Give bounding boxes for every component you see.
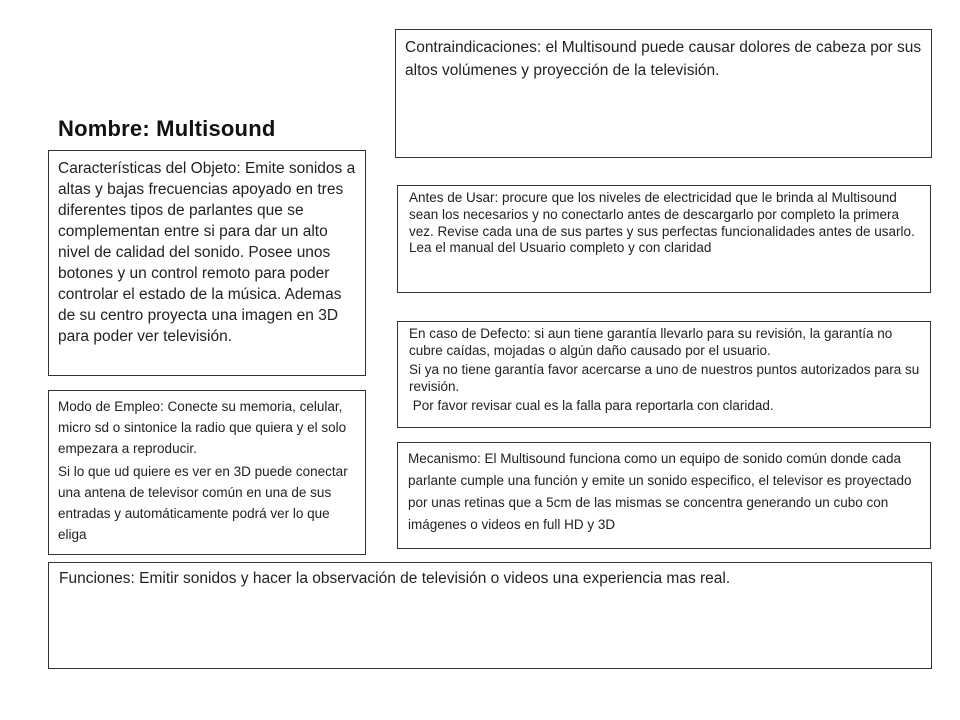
modo-paragraph-2: Si lo que ud quiere es ver en 3D puede conectar una antena de televisor común en una de sus entradas y automáticamente podrá ver lo que eliga — [58, 464, 348, 542]
funciones-text: Funciones: Emitir sonidos y hacer la observación de televisión o videos una experiencia mas real. — [59, 570, 731, 587]
funciones-box — [48, 562, 932, 669]
defecto-paragraph-2: Si ya no tiene garantía favor acercarse a uno de nuestros puntos autorizados para su revisión. — [409, 362, 920, 394]
antes-de-usar-text: Antes de Usar: procure que los niveles de electricidad que le brinda al Multisound sean los necesarios y no conectarlo antes de descargarlo por completo la primera vez. Revise cada una de sus partes y sus perfectas funcionalidades antes de usarlo. Lea el manual del Usuario completo y con claridad — [409, 190, 915, 256]
mecanismo-text: Mecanismo: El Multisound funciona como un equipo de sonido común donde cada parlante cumple una función y emite un sonido especifico, el televisor es proyectado por unas retinas que a 5cm de las mismas se concentra generando un cubo con imágenes o videos en full HD y 3D — [408, 451, 912, 532]
caracteristicas-text: Características del Objeto: Emite sonidos a altas y bajas frecuencias apoyado en tres diferentes tipos de parlantes que se complementan entre si para dar un alto nivel de calidad del sonido. Posee unos botones y un control remoto para poder controlar el estado de la música. Ademas de su centro proyecta una imagen en 3D para poder ver televisión. — [58, 160, 356, 345]
en-caso-de-defecto-box — [397, 321, 931, 428]
page-title: Nombre: Multisound — [58, 116, 276, 141]
contraindicaciones-box — [395, 29, 932, 158]
antes-de-usar-box — [397, 185, 931, 293]
modo-de-empleo-box — [48, 390, 366, 555]
defecto-paragraph-1: En caso de Defecto: si aun tiene garantía llevarlo para su revisión, la garantía no cubre caídas, mojadas o algún daño causado por el usuario. — [409, 326, 893, 358]
defecto-paragraph-3: Por favor revisar cual es la falla para reportarla con claridad. — [409, 398, 774, 413]
modo-paragraph-1: Modo de Empleo: Conecte su memoria, celular, micro sd o sintonice la radio que quiera y el solo empezara a reproducir. — [58, 399, 347, 456]
contraindicaciones-text: Contraindicaciones: el Multisound puede causar dolores de cabeza por sus altos volúmenes y proyección de la televisión. — [405, 39, 922, 79]
caracteristicas-box — [48, 150, 366, 376]
mecanismo-box — [397, 442, 931, 549]
